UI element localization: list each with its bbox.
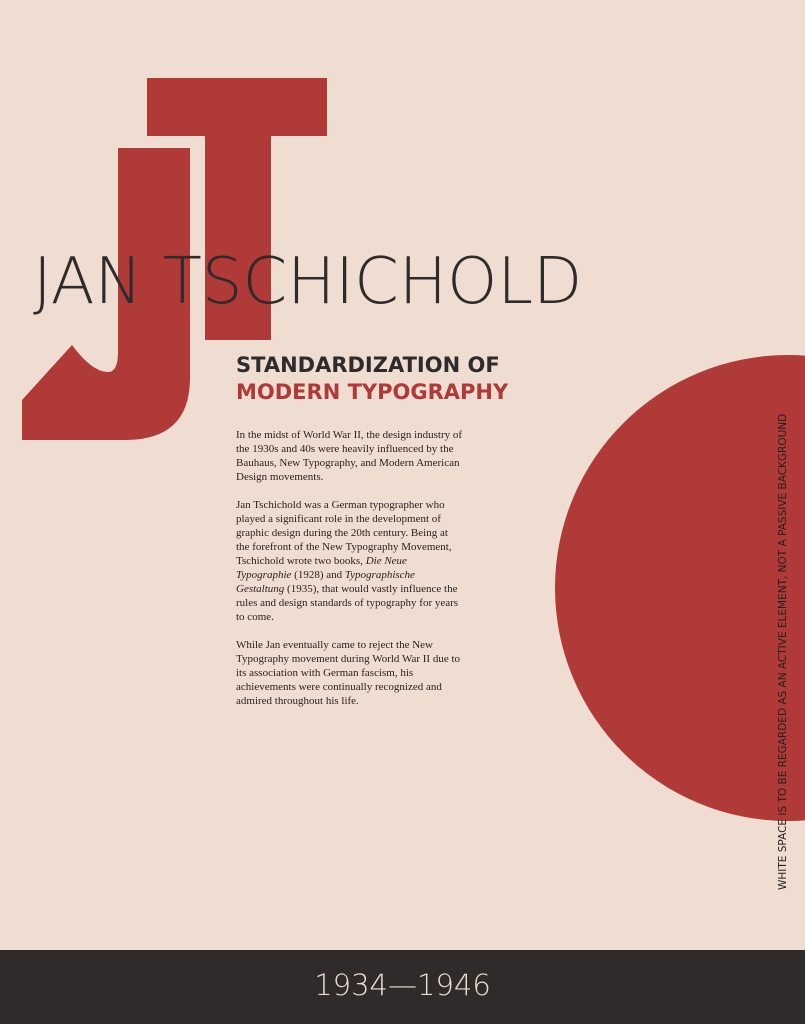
paragraph-2-text-b: (1928) and (291, 569, 345, 581)
page-title: JAN TSCHICHOLD (33, 245, 583, 319)
paragraph-1: In the midst of World War II, the design industry of the 1930s and 40s were heavily influenced by the Bauhaus, New Typography, and Modern American Design movements. (236, 429, 463, 483)
subtitle-line-1: STANDARDIZATION OF (236, 353, 500, 377)
paragraph-3: While Jan eventually came to reject the New Typography movement during World War II due to its association with German fascism, his achievements were continually recognized and admired throughout his life. (236, 639, 461, 707)
paragraph-2-text-c: (1935), that would vastly influence the rules and design standards of typography for years to come. (236, 583, 459, 623)
book-title-2: Typographische Gestaltung (236, 569, 415, 595)
body-text (236, 428, 464, 722)
subtitle (236, 352, 508, 406)
red-circle (555, 355, 805, 821)
footer-bar (0, 950, 805, 1024)
footer-years: 1934—1946 (314, 968, 491, 1002)
paragraph-2 (236, 498, 464, 624)
side-quote: WHITE SPACE IS TO BE REGARDED AS AN ACTIVE ELEMENT, NOT A PASSIVE BACKGROUND (777, 413, 789, 890)
paragraph-2-text-a: Jan Tschichold was a German typographer who played a significant role in the development of graphic design during the 20th century. Being at the forefront of the New Typography Movement, Tschichold wrote two books, (236, 499, 452, 567)
subtitle-line-2: MODERN TYPOGRAPHY (236, 380, 509, 404)
book-title-1: Die Neue Typographie (236, 555, 407, 581)
